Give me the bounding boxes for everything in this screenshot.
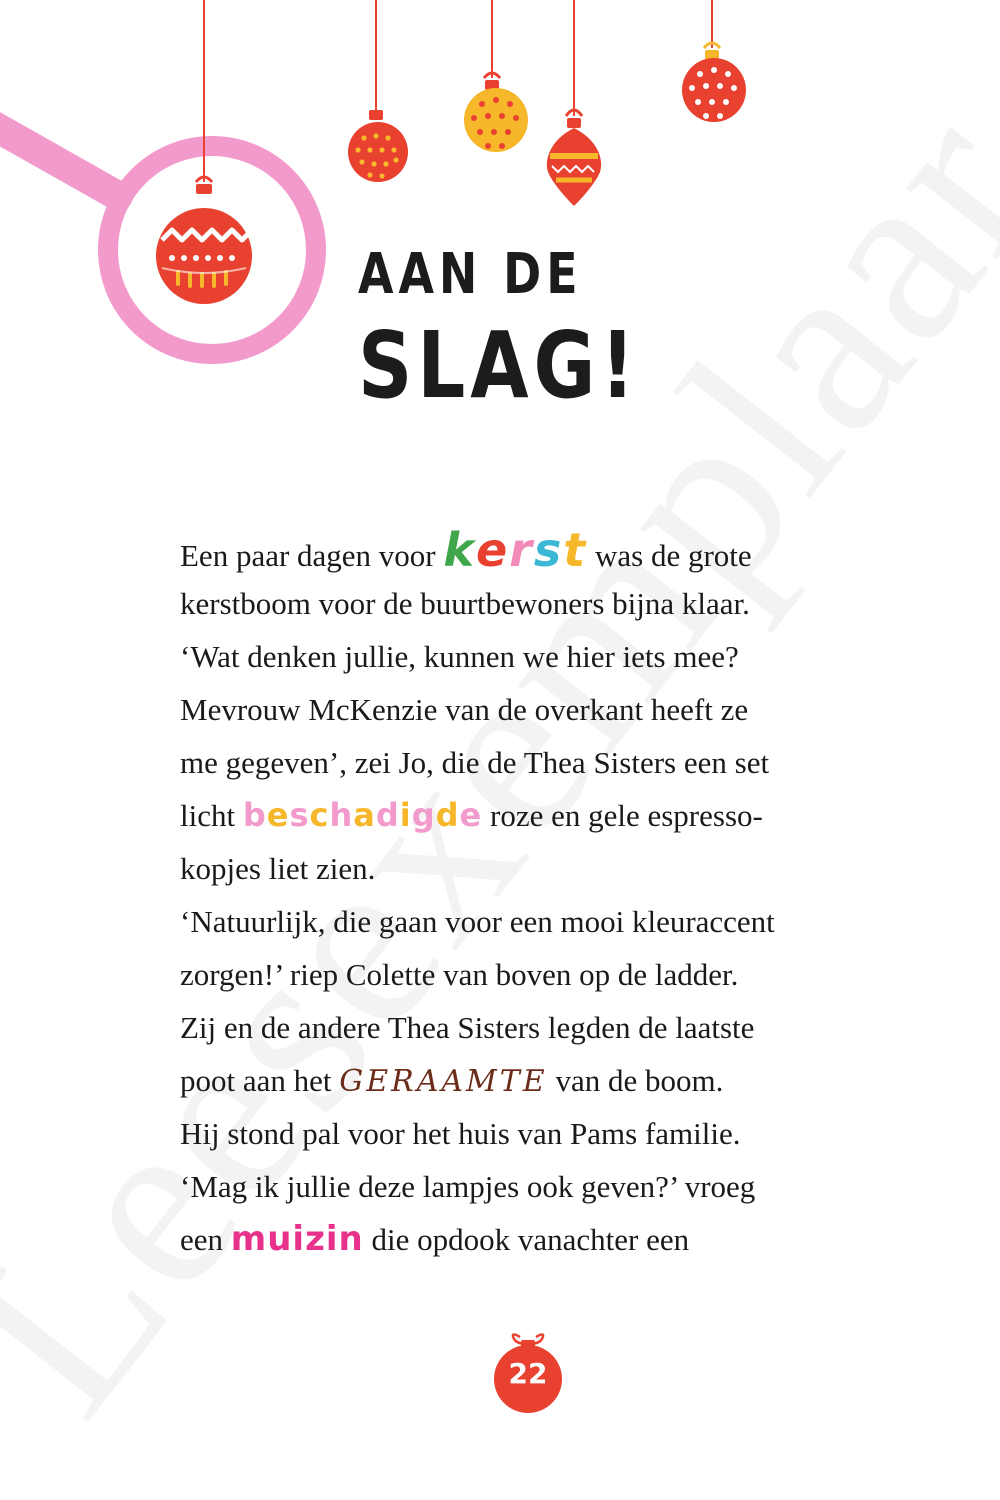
text-line: Mevrouw McKenzie van de overkant heeft ze xyxy=(180,692,749,727)
text-line: ‘Mag ik jullie deze lampjes ook geven?’ vroeg xyxy=(180,1169,756,1204)
decorated-letter: a xyxy=(353,796,376,834)
text-line: ‘Natuurlijk, die gaan voor een mooi kleuraccent xyxy=(180,904,775,939)
text-line: Hij stond pal voor het huis van Pams familie. xyxy=(180,1116,741,1151)
text-line: Een paar dagen voor kerst was de grote xyxy=(180,523,752,577)
decorated-letter: c xyxy=(309,796,330,834)
decorated-word-muizin: muizin xyxy=(230,1219,364,1259)
decorated-letter: e xyxy=(459,796,483,834)
text-line: kerstboom voor de buurtbewoners bijna klaar. xyxy=(180,586,750,621)
decorated-letter: b xyxy=(242,796,267,834)
decorated-letter: g xyxy=(411,796,436,834)
ornament-strings xyxy=(204,0,712,182)
chapter-title-line-1: AAN DE xyxy=(358,242,583,307)
text-line: kopjes liet zien. xyxy=(180,851,376,886)
text-line: me gegeven’, zei Jo, die de Thea Sisters een set xyxy=(180,745,770,780)
text-line: ‘Wat denken jullie, kunnen we hier iets mee? xyxy=(180,639,739,674)
christmas-ball-icon xyxy=(348,110,408,182)
page-number xyxy=(490,1335,566,1411)
decorated-letter: i xyxy=(399,796,412,834)
decorated-letter: e xyxy=(266,796,290,834)
decorated-letter: s xyxy=(289,796,310,834)
chapter-title-line-2: SLAG! xyxy=(358,312,640,419)
christmas-ball-icon xyxy=(682,43,746,122)
decorated-word-kerst: kerst xyxy=(443,523,588,577)
christmas-ball-icon xyxy=(464,73,528,152)
decorated-letter: h xyxy=(329,796,354,834)
page-number-text: 22 xyxy=(508,1356,548,1390)
decorated-word-beschadigde xyxy=(243,796,482,834)
story-text xyxy=(180,524,900,1266)
chapter-title xyxy=(358,240,702,419)
decorated-letter: d xyxy=(435,796,460,834)
text-line: een muizin die opdook vanachter een xyxy=(180,1219,690,1259)
magnifier-icon xyxy=(0,118,316,354)
text-line: poot aan het GERAAMTE van de boom. xyxy=(180,1063,724,1099)
decorated-letter: d xyxy=(375,796,400,834)
christmas-ornament-icon xyxy=(547,110,601,206)
decorated-word-geraamte: GERAAMTE xyxy=(339,1064,548,1099)
text-line: licht beschadigde roze en gele espresso- xyxy=(180,796,763,834)
text-line: zorgen!’ riep Colette van boven op de ladder. xyxy=(180,957,739,992)
text-line: Zij en de andere Thea Sisters legden de laatste xyxy=(180,1010,755,1045)
christmas-ball-icon xyxy=(156,177,252,304)
